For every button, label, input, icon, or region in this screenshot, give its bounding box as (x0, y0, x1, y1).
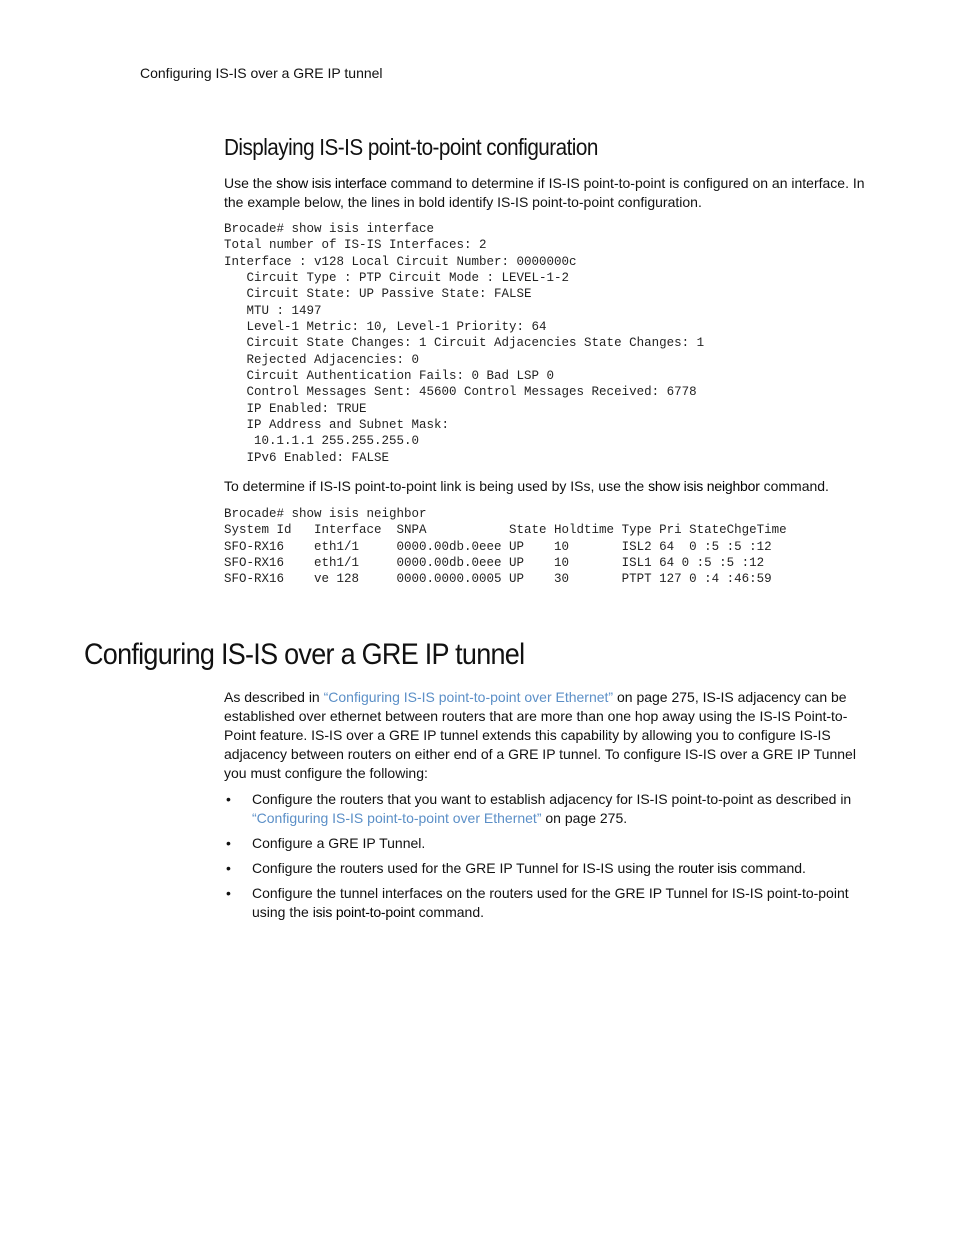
list-item (224, 884, 874, 922)
list-item (224, 834, 874, 853)
running-header: Configuring IS-IS over a GRE IP tunnel (140, 65, 383, 81)
code-block-show-isis-neighbor: Brocade# show isis neighbor System Id Interface SNPA State Holdtime Type Pri StateChgeTime SFO-RX16 eth1/1 0000.00db.0eee UP 10 ISL2 64 0 :5 :5 :12 SFO-RX16 eth1/1 0000.00db.0eee UP 10 ISL1 64 0 :5 :5 :12 SFO-RX16 ve 128 0000.0000.0005 UP 30 PTPT 127 0 :4 :46:59 (224, 507, 787, 587)
bullet-marker: • (226, 885, 231, 901)
bullet-marker: • (226, 860, 231, 876)
chapter-intro-paragraph (224, 688, 874, 783)
chapter-title: Configuring IS-IS over a GRE IP tunnel (84, 638, 525, 671)
section-title: Displaying IS-IS point-to-point configuration (224, 134, 598, 160)
command-show-isis-neighbor: show isis neighbor (648, 478, 760, 494)
chapter-text: As described in (224, 689, 324, 705)
bullet-marker: • (226, 835, 231, 851)
chapter-text-cont: on page 275, IS-IS adjacency can be established over ethernet between routers that are more than one hop away using the IS-IS Point-to-Point feature. IS-IS over a GRE IP tunnel extends this capability by allowing you to configure IS-IS adjacency between routers on either end of a GRE IP tunnel. To configure IS-IS over a GRE IP Tunnel you must configure the following: (224, 689, 856, 781)
list-item-text: Configure the routers that you want to establish adjacency for IS-IS point-to-point as described in (252, 791, 852, 807)
list-item-text: command. (736, 860, 806, 876)
list-item-text: Configure the tunnel interfaces on the routers used for the GRE IP Tunnel for IS-IS point-to-point using the (252, 885, 849, 920)
list-item-text: Configure a GRE IP Tunnel. (252, 835, 426, 851)
neighbor-text-cont: command. (759, 478, 829, 494)
command-show-isis-interface: show isis interface (276, 175, 387, 191)
neighbor-text: To determine if IS-IS point-to-point link is being used by ISs, use the (224, 478, 649, 494)
xref-link-ptp-ethernet[interactable]: “Configuring IS-IS point-to-point over Ethernet” (323, 689, 614, 705)
neighbor-paragraph (224, 477, 874, 496)
list-item (224, 790, 874, 828)
intro-text: Use the (224, 175, 277, 191)
bullet-marker: • (226, 791, 231, 807)
command-isis-point-to-point: isis point-to-point (312, 904, 415, 920)
intro-text-cont: command to determine if IS-IS point-to-point is configured on an interface. In the example below, the lines in bold identify IS-IS point-to-point configuration. (224, 175, 865, 210)
xref-link-ptp-ethernet[interactable]: “Configuring IS-IS point-to-point over Ethernet” (252, 810, 542, 826)
list-item-text: command. (414, 904, 484, 920)
list-item (224, 859, 874, 878)
requirements-list (224, 790, 874, 928)
list-item-text: on page 275. (541, 810, 628, 826)
section-intro-paragraph (224, 174, 874, 212)
list-item-text: Configure the routers used for the GRE IP Tunnel for IS-IS using the (252, 860, 679, 876)
code-block-show-isis-interface: Brocade# show isis interface Total number of IS-IS Interfaces: 2 Interface : v128 Local Circuit Number: 0000000c Circuit Type : PTP Circuit Mode : LEVEL-1-2 Circuit State: UP Passive State: FALSE MTU : 1497 Level-1 Metric: 10, Level-1 Priority: 64 Circuit State Changes: 1 Circuit Adjacencies State Changes: 1 Rejected Adjacencies: 0 Circuit Authentication Fails: 0 Bad LSP 0 Control Messages Sent: 45600 Control Messages Received: 6778 IP Enabled: TRUE IP Address and Subnet Mask: 10.1.1.1 255.255.255.0 IPv6 Enabled: FALSE (224, 222, 705, 465)
command-router-isis: router isis (678, 860, 737, 876)
